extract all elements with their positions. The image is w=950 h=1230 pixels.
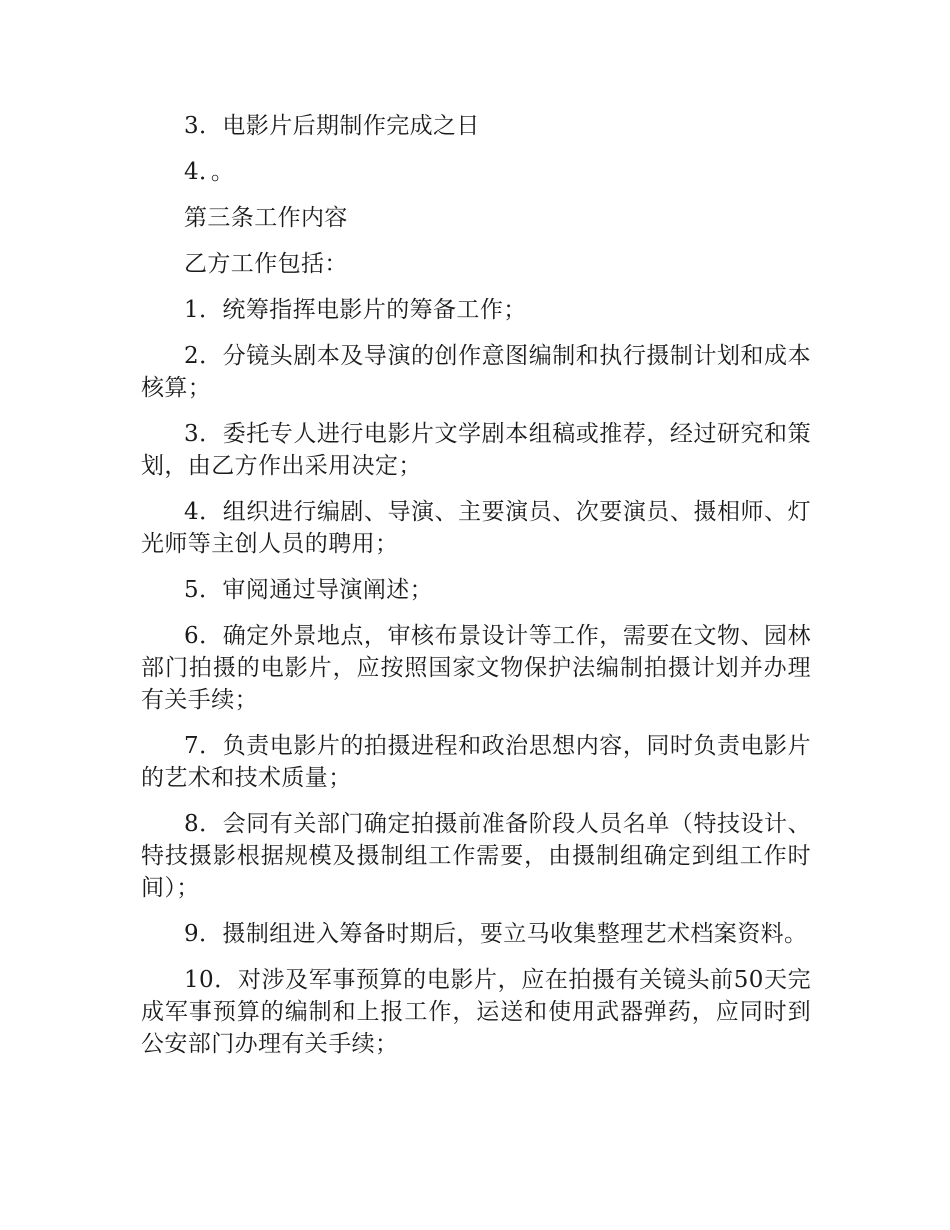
- paragraph-item-4-empty: 4．。: [184, 159, 235, 185]
- paragraph-work-item-7: 7．负责电影片的拍摄进程和政治思想内容，同时负责电影片的艺术和技术质量；: [141, 733, 811, 791]
- paragraph-work-item-9: 9．摄制组进入筹备时期后，要立马收集整理艺术档案资料。: [184, 921, 808, 947]
- paragraph-work-item-4: 4．组织进行编剧、导演、主要演员、次要演员、摄相师、灯光师等主创人员的聘用；: [141, 499, 811, 557]
- document-body: [141, 110, 811, 1074]
- paragraph-work-item-8: 8．会同有关部门确定拍摄前准备阶段人员名单（特技设计、特技摄影根据规模及摄制组工作需要，由摄制组确定到组工作时间）；: [141, 811, 811, 901]
- paragraph-item-3-post-production: 3．电影片后期制作完成之日: [184, 113, 480, 139]
- paragraph-work-item-10: 10．对涉及军事预算的电影片，应在拍摄有关镜头前50天完成军事预算的编制和上报工作，运送和使用武器弹药，应同时到公安部门办理有关手续；: [141, 967, 811, 1057]
- paragraph-work-item-5: 5．审阅通过导演阐述；: [184, 577, 434, 603]
- paragraph-party-b-work-intro: 乙方工作包括：: [184, 251, 348, 277]
- section-heading-article-3: 第三条工作内容: [184, 205, 348, 231]
- paragraph-work-item-2: 2．分镜头剧本及导演的创作意图编制和执行摄制计划和成本核算；: [141, 343, 811, 401]
- paragraph-work-item-1: 1．统筹指挥电影片的筹备工作；: [184, 297, 527, 323]
- paragraph-work-item-6: 6．确定外景地点，审核布景设计等工作，需要在文物、园林部门拍摄的电影片，应按照国家文物保护法编制拍摄计划并办理有关手续；: [141, 623, 811, 713]
- paragraph-work-item-3: 3．委托专人进行电影片文学剧本组稿或推荐，经过研究和策划，由乙方作出采用决定；: [141, 421, 811, 479]
